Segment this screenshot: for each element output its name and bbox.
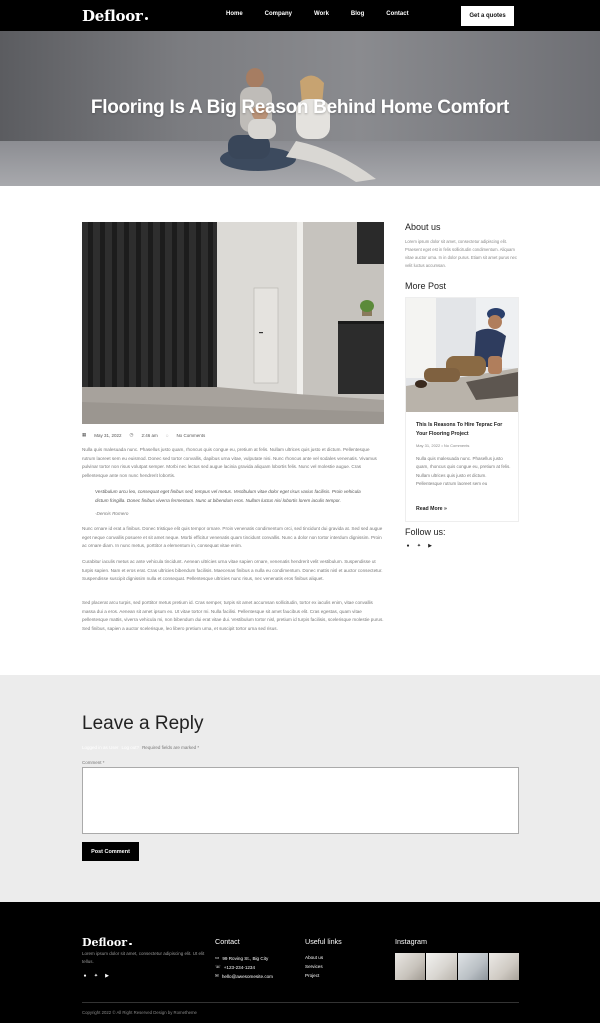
instagram-image[interactable] [458, 953, 488, 980]
comment-icon: ◌ [165, 432, 169, 438]
footer-email[interactable]: ✉ hello@awesomesite.com [215, 973, 273, 979]
required-note: Required fields are marked * [142, 745, 200, 750]
hero-banner [0, 31, 600, 186]
post-thumbnail[interactable] [406, 298, 518, 412]
footer-instagram-heading: Instagram [395, 937, 427, 946]
article-paragraph: Nulla quis malesuada nunc. Phasellus justo quam, rhoncus quis congue eu, pretium at felis. Nullam ultrices quis justo et dictum. Pellentesque rutrum laoreet sem eu euismod. Donec sed tortor convallis, dapibus urna vitae, vulputate nisi. Nunc rhoncus ante vel sodales venenatis. Vivamus pulvinar tortor non risus volutpat semper. Morbi nec lectus sed augue lacinia gravida aliquam lobortis felis. Nunc vel molestie augue. Cras pellentesque ante non nunc hendrerit lobortis. [82, 447, 377, 478]
copyright-text: Copyright 2022 © All Right Reserved Design by Rometheme [82, 1010, 197, 1015]
read-more-link[interactable]: Read More » [416, 506, 447, 512]
instagram-image[interactable] [489, 953, 519, 980]
instagram-image[interactable] [395, 953, 425, 980]
article-blockquote: Vestibulum arcu leo, consequat eget finibus sed, tempus vel metus. Vestibulum vitae dolor eget risus varius facilisis. Proin vehicula dictum fringilla. Donec finibus viverra fermentum. Nunc ut bibendum eros. Nullam luctus nisi lobortis lorem iaculis tempor. [95, 489, 361, 503]
featured-image [82, 222, 384, 424]
article-paragraph: Curabitur iaculis metus ac ante vehicula tincidunt. Aenean ultricies urna vitae sapien ornare, venenatis hendrerit velit vestibulum. Suspendisse ut turpis sapien. Nam et eros erat. Cras ultricies bibendum facilisis. Maecenas finibus a nulla eu condimentum. Donec mattis nisl et auctor consectetur. Suspendisse suscipit dignissim nulla et consequat. Pellentesque ultricies nunc risus, nec venenatis eros finibus aliquet. [82, 559, 383, 582]
post-date: May 31, 2022 [94, 432, 122, 438]
post-meta [82, 432, 205, 438]
reply-heading: Leave a Reply [82, 713, 204, 734]
nav-home[interactable]: Home [226, 11, 243, 17]
post-card-meta: May 31, 2022 • No Comments [416, 443, 470, 448]
mail-icon: ✉ [215, 973, 219, 978]
nav-work[interactable]: Work [314, 11, 329, 17]
logout-link[interactable]: Log out? [121, 745, 140, 750]
footer-contact-heading: Contact [215, 937, 240, 946]
article-paragraph: Sed placerat arcu turpis, sed porttitor metus pretium id. Cras semper, turpis sit amet accumsan sollicitudin, tortor ex iaculis enim, vitae convallis massa dui a eros. Aenean sit amet ipsum ex. Ut vitae tortor mi. Nulla facilisi. Pellentesque sit amet faucibus elit. Cras egestas, quam vitae pellentesque mattis, viverra vehicula mi, non bibendum dui erat vitae dui. Vestibulum tortor nisl, pretium id turpis facilisis, scelerisque molestie purus. Sed finibus, sapien a auctor scelerisque, leo libero pretium urna, et suscipit tortor urna sed risus. [82, 600, 384, 631]
map-icon: ▭ [215, 955, 220, 960]
post-comments-count[interactable]: No Comments [176, 432, 206, 438]
youtube-icon[interactable]: ▶ [428, 543, 432, 549]
nav-company[interactable]: Company [264, 11, 293, 17]
footer-logo[interactable]: Defloor [82, 936, 132, 949]
footer-social-links [82, 973, 110, 979]
post-card[interactable] [405, 297, 519, 522]
youtube-icon[interactable]: ▶ [105, 973, 109, 979]
footer-address: ▭ 99 Roving St., Big City [215, 955, 269, 961]
footer-links-heading: Useful links [305, 937, 342, 946]
footer-link-about[interactable]: About us [305, 955, 324, 960]
comment-textarea[interactable] [82, 767, 519, 834]
instagram-gallery [395, 953, 519, 980]
main-nav [226, 11, 431, 17]
about-text: Lorem ipsum dolor sit amet, consectetur adipiscing elit. Praesent eget est in felis sollicitudin condimentum. Aliquam vitae auctor urna. In in dolor purus. Etiam sit amet purus nec velit luctus accumsan. [405, 239, 517, 268]
page-title: Flooring Is A Big Reason Behind Home Comfort [90, 97, 510, 118]
phone-icon: ☏ [215, 964, 221, 969]
twitter-icon[interactable]: ✦ [416, 543, 422, 549]
footer-link-project[interactable]: Project [305, 973, 320, 978]
footer-divider [82, 1002, 519, 1003]
nav-blog[interactable]: Blog [350, 11, 365, 17]
quote-author: -Dennis Romero [95, 511, 129, 516]
footer-link-services[interactable]: Services [305, 964, 323, 969]
article-paragraph: Nunc ornare id erat a finibus. Donec tristique elit quis tempor ornare. Proin venenatis condimentum orci, sed tincidunt dui gravida at. Sed sed augue eget neque convallis posuere et sit amet neque. Morbi efficitur venenatis quam tincidunt convallis. Nunc a dolor non tortor interdum dignissim. Proin ac ornare diam. In nunc metus, porttitor a elementum in, consequat vitae enim. [82, 526, 383, 549]
footer-phone[interactable]: ☏ +123-234-1234 [215, 964, 256, 970]
post-card-excerpt: Nulla quis malesuada nunc. Phasellus justo quam, rhoncus quis congue eu, pretium at felis. Nullam ultrices quis justo et dictum. Pellentesque rutrum laoreet sem eu [416, 456, 511, 487]
twitter-icon[interactable]: ✦ [93, 973, 99, 979]
instagram-image[interactable] [426, 953, 456, 980]
post-comment-button[interactable]: Post Comment [82, 842, 139, 861]
site-header [0, 0, 600, 31]
comment-label: Comment * [82, 760, 105, 765]
calendar-icon: ▦ [82, 432, 87, 437]
facebook-icon[interactable]: ● [406, 543, 410, 549]
nav-contact[interactable]: Contact [386, 11, 409, 17]
social-links [405, 543, 433, 549]
logo[interactable]: Defloor [82, 7, 148, 25]
post-time: 2:46 am [141, 432, 158, 438]
get-quote-button[interactable]: Get a quotes [461, 6, 514, 26]
reply-note [82, 745, 199, 750]
clock-icon: ◷ [129, 432, 134, 437]
follow-heading: Follow us: [405, 527, 446, 537]
logged-in-link[interactable]: Logged in as User [82, 745, 119, 750]
about-heading: About us [405, 222, 441, 232]
more-post-heading: More Post [405, 281, 447, 291]
post-card-title[interactable]: This Is Reasons To Hire Teprac For Your Flooring Project [416, 422, 503, 437]
facebook-icon[interactable]: ● [83, 973, 87, 979]
footer-description: Lorem ipsum dolor sit amet, consectetur adipiscing elit. Ut elit tellus. [82, 951, 205, 964]
